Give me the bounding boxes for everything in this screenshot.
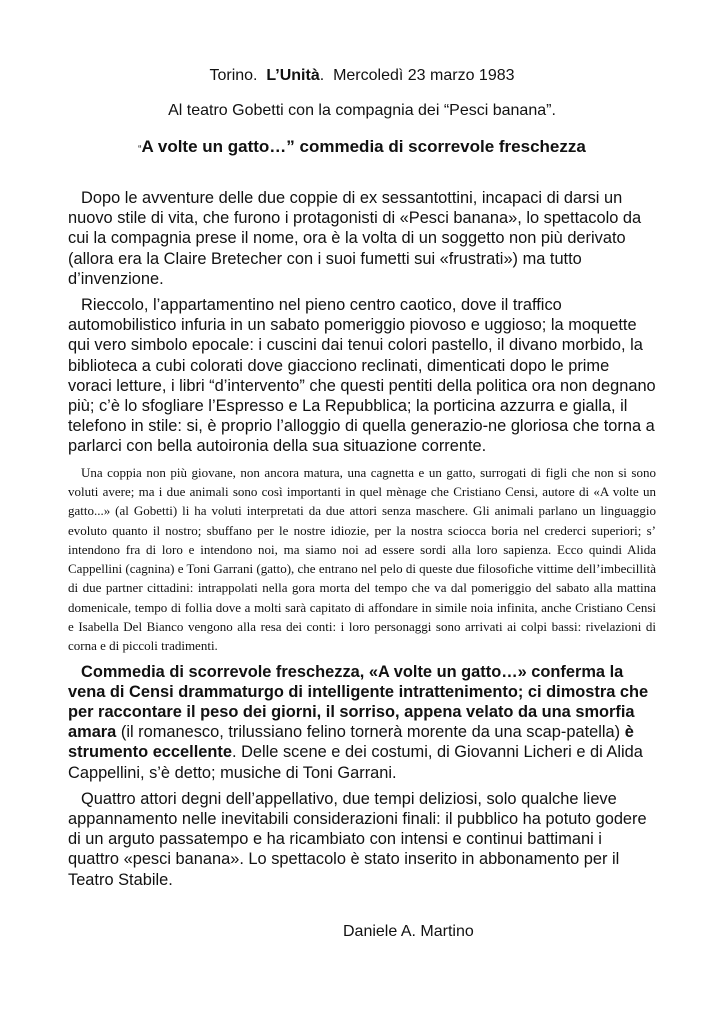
paragraph-4-normal: (il romanesco, trilussiano felino tornerà morente da una scap-patella)	[116, 723, 625, 742]
dateline: Torino. L’Unità. Mercoledì 23 marzo 1983	[209, 67, 515, 84]
newspaper-name: L’Unità	[266, 67, 320, 84]
author-signature: Daniele A. Martino	[343, 923, 474, 940]
title-text: A volte un gatto…” commedia di scorrevole freschezza	[141, 137, 586, 156]
paragraph-4	[68, 662, 656, 783]
paragraph-5: Quattro attori degni dell’appellativo, due tempi deliziosi, solo qualche lieve appannamento nelle inevitabili considerazioni finali: il pubblico ha potuto godere di un arguto passatempo e ha ricambiato con intensi e continui battimani i quattro «pesci banana». Lo spettacolo è stato inserito in abbonamento per il Teatro Stabile.	[68, 789, 647, 889]
paragraph-4-tail: . Delle scene e dei costumi, di Giovanni Licheri e di Alida Cappellini, s’è detto; musiche di Toni Garrani.	[68, 743, 643, 782]
title-open-quote: “	[138, 144, 142, 155]
paragraph-4-bold: Commedia di scorrevole freschezza, «A volte un gatto…» conferma la vena di Censi drammaturgo di intelligente intrattenimento; ci dimostra che per raccontare il peso dei giorni, il sorriso, appena velato da una smorfia amara	[68, 662, 649, 742]
paragraph-3: Una coppia non più giovane, non ancora matura, una cagnetta e un gatto, surrogati di figli che non si sono voluti avere; ma i due animali sono così importanti in quel mènage che Cristiano Censi, autore di «A volte un gatto...» (al Gobetti) li ha voluti interpretati da due attori senza maschere. Gli animali parlano un linguaggio evoluto quanto il nostro; sbuffano per le nostre idiozie, per la nostra sciocca boria nel crederci superiori; s’ intendono fra di loro e intendono noi, ma siamo noi ad essere sordi alla loro sapienza. Ecco quindi Alida Cappellini (cagnina) e Toni Garrani (gatto), che entrano nel pelo di queste due filosofiche vittime dell’imbecillità di due partner cittadini: intrappolati nella gora morta del tempo che va dal pomeriggio del sabato alla mattina domenicale, tempo di follia dove a molti sarà capitato di affondare in simile noia infinita, anche Cristiano Censi e Isabella Del Bianco vengono alla resa dei conti: i loro personaggi sono arrivati ai colpi bassi: rivelazioni di corna e di piccoli tradimenti.	[68, 464, 656, 654]
paragraph-1: Dopo le avventure delle due coppie di ex sessantottini, incapaci di darsi un nuovo stile di vita, che furono i protagonisti di «Pesci banana», lo spettacolo da cui la compagnia prese il nome, ora è la volta di un soggetto non più derivato (allora era la Claire Bretecher con i suoi fumetti sui «frustrati») ma tutto d’invenzione.	[68, 189, 642, 288]
subtitle: Al teatro Gobetti con la compagnia dei “Pesci banana”.	[168, 102, 556, 119]
dateline-city: Torino.	[209, 67, 258, 84]
article-body	[68, 188, 656, 896]
paragraph-2: Rieccolo, l’appartamentino nel pieno centro caotico, dove il traffico automobilistico infuria in un sabato pomeriggio piovoso e uggioso; la moquette qui vero simbolo epocale: i cuscini dai tenui colori pastello, il divano morbido, la biblioteca a cubi colorati dove giacciono reclinati, dimenticati dopo le prime voraci letture, i libri “d’intervento” che questi pentiti della politica ora non degnano più; c’è lo sfogliare l’Espresso e La Repubblica; la porticina azzurra e gialla, il telefono in stile: si, è proprio l’alloggio di quella generazio-ne gloriosa che torna a parlarci con bella autoironia della sua situazione corrente.	[68, 296, 656, 456]
article-title	[0, 136, 724, 161]
dateline-date: Mercoledì 23 marzo 1983	[333, 67, 515, 84]
paragraph-4-bold-2: è strumento eccellente	[68, 723, 634, 762]
